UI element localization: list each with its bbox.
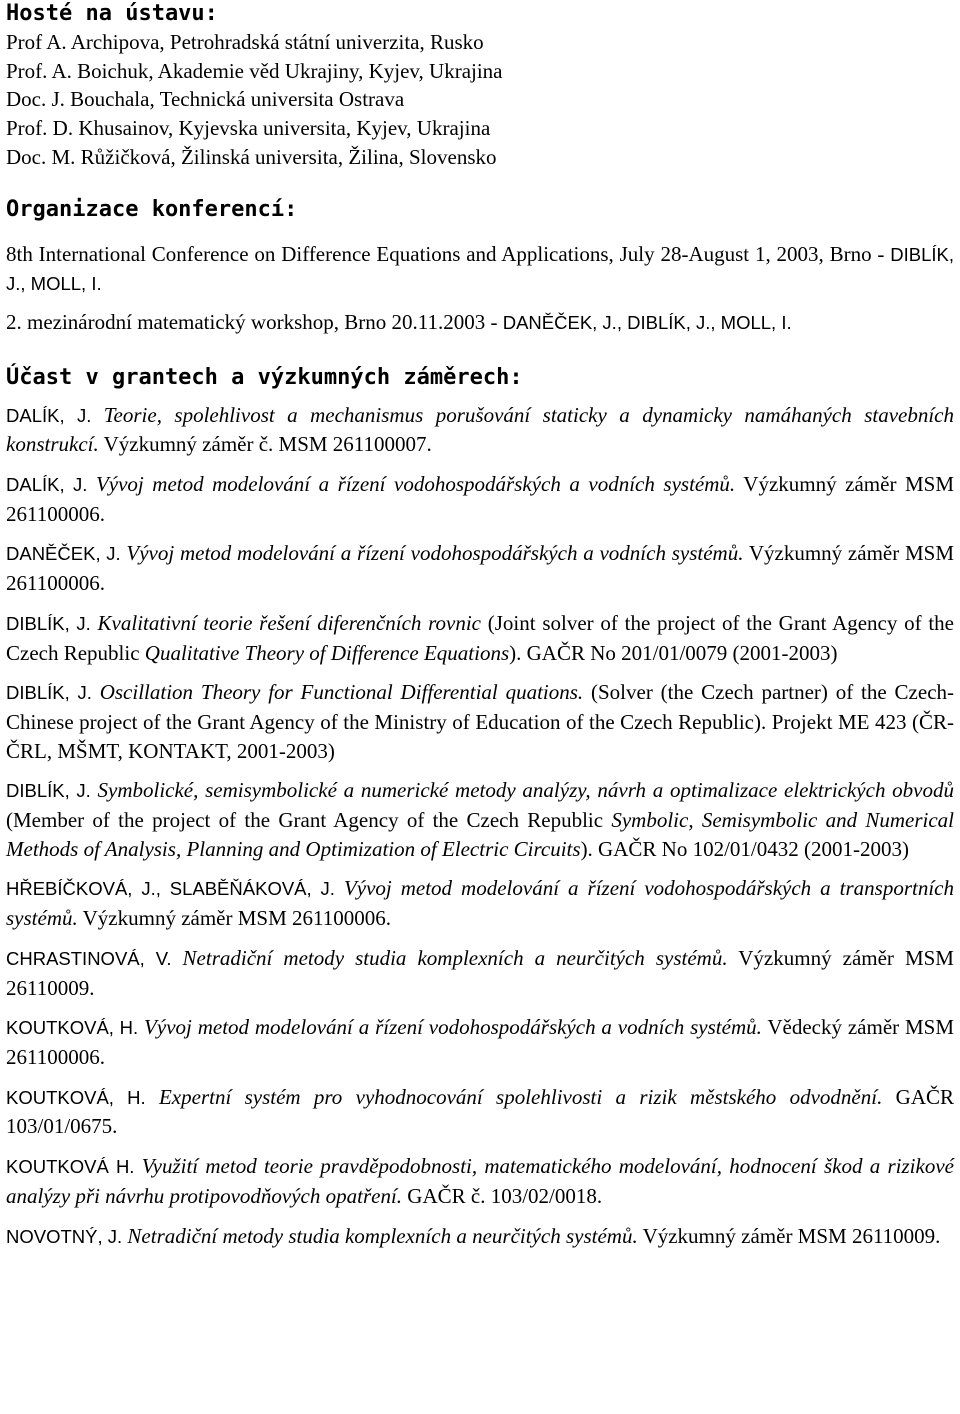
grant-entry: [6, 1013, 954, 1071]
grant-note: Výzkumný záměr MSM 261100006.: [6, 472, 955, 526]
grant-author: HŘEBÍČKOVÁ, J., SLABĚŇÁKOVÁ, J.: [6, 878, 335, 900]
grant-entry: [6, 776, 954, 863]
guest-item: Doc. M. Růžičková, Žilinská universita, Žilina, Slovensko: [6, 144, 497, 169]
conference-text: 8th International Conference on Difference Equations and Applications, July 28-August 1, 2003, Brno -: [6, 241, 891, 266]
grant-title: Vývoj metod modelování a řízení vodohospodářských a vodních systémů.: [126, 541, 744, 566]
grant-entry: [6, 1083, 954, 1141]
grant-title: Vývoj metod modelování a řízení vodohospodářských a vodních systémů.: [144, 1015, 762, 1040]
guest-item: Doc. J. Bouchala, Technická universita Ostrava: [6, 87, 405, 112]
grant-note: (Joint solver of the project of the Grant Agency of the Czech Republic: [6, 610, 955, 665]
guest-item: Prof A. Archipova, Petrohradská státní univerzita, Rusko: [6, 30, 484, 54]
grant-author: NOVOTNÝ, J.: [6, 1225, 123, 1247]
grant-title: Netradiční metody studia komplexních a neurčitých systémů.: [127, 1223, 638, 1248]
conference-text: 2. mezinárodní matematický workshop, Brno 20.11.2003 -: [6, 309, 503, 334]
grant-author: DIBLÍK, J.: [6, 612, 91, 634]
grant-author: DALÍK, J.: [6, 474, 88, 496]
grant-title: Symbolické, semisymbolické a numerické metody analýzy, návrh a optimalizace elektrických obvodů: [97, 778, 954, 803]
conference-authors: DIBLÍK, J., MOLL, I.: [6, 243, 954, 295]
grants-heading: Účast v grantech a výzkumných záměrech:: [6, 364, 523, 390]
grant-note: Výzkumný záměr č. MSM 261100007.: [98, 432, 432, 457]
grant-title-en: Qualitative Theory of Difference Equations: [144, 640, 510, 665]
conference-authors: DANĚČEK, J.: [502, 311, 617, 333]
grant-note: Výzkumný záměr MSM 26110009.: [6, 945, 954, 1000]
grant-note: Výzkumný záměr MSM 261100006.: [77, 906, 391, 931]
grant-title: Vývoj metod modelování a řízení vodohospodářských a transportních systémů.: [6, 876, 955, 931]
grant-title: Oscillation Theory for Functional Differential quations.: [99, 680, 584, 705]
grant-title: Teorie, spolehlivost a mechanismus porušování staticky a dynamicky namáhaných stavebních konstrukcí.: [6, 402, 954, 457]
grant-note: Vědecký záměr MSM 261100006.: [6, 1015, 955, 1069]
grant-title-en: Symbolic, Semisymbolic and Numerical Methods of Analysis, Planning and Optimization of Electric Circuits: [6, 808, 954, 861]
grant-entry: [6, 678, 954, 765]
grant-note: Výzkumný záměr MSM 26110009.: [637, 1223, 941, 1248]
grant-entry: [6, 1222, 954, 1252]
grant-author: KOUTKOVÁ, H.: [6, 1086, 146, 1108]
grant-entry: [6, 944, 954, 1002]
grant-author: KOUTKOVÁ H.: [6, 1156, 135, 1178]
grant-note: Výzkumný záměr MSM 261100006.: [6, 541, 954, 596]
grant-note: ). GAČR No 201/01/0079 (2001-2003): [509, 640, 838, 665]
conference-item: [6, 308, 954, 338]
grant-note: GAČR č. 103/02/0018.: [402, 1183, 603, 1208]
grant-entry: [6, 539, 954, 597]
guest-item: Prof. A. Boichuk, Akademie věd Ukrajiny, Kyjev, Ukrajina: [6, 58, 503, 83]
conference-authors-rest: , DIBLÍK, J., MOLL, I.: [616, 311, 792, 333]
grant-author: CHRASTINOVÁ, V.: [6, 947, 172, 969]
grant-title: Kvalitativní teorie řešení diferenčních rovnic: [97, 610, 481, 635]
grant-note: (Solver (the Czech partner) of the Czech-Chinese project of the Grant Agency of the Ministry of Education of the Czech Republic). Projekt ME 423 (ČR-ČRL, MŠMT, KONTAKT, 2001-2003): [6, 680, 955, 763]
guests-section: [6, 0, 954, 172]
grants-section: [6, 364, 954, 1252]
grant-entry: [6, 470, 954, 528]
conferences-heading: Organizace konferencí:: [6, 196, 298, 222]
grant-entry: [6, 401, 954, 459]
grant-title: Vývoj metod modelování a řízení vodohospodářských a vodních systémů.: [95, 472, 736, 497]
grant-author: DIBLÍK, J.: [6, 780, 91, 802]
grant-title: Expertní systém pro vyhodnocování spolehlivosti a rizik městského odvodnění.: [158, 1084, 883, 1109]
guest-item: Prof. D. Khusainov, Kyjevska universita, Kyjev, Ukrajina: [6, 116, 491, 141]
grant-title: Netradiční metody studia komplexních a neurčitých systémů.: [182, 945, 728, 970]
grant-entry: [6, 609, 954, 667]
grant-note: GAČR 103/01/0675.: [6, 1084, 955, 1139]
grant-note: (Member of the project of the Grant Agency of the Czech Republic: [6, 808, 612, 833]
grant-entry: [6, 1152, 954, 1210]
grant-note: ). GAČR No 102/01/0432 (2001-2003): [580, 836, 909, 861]
conference-item: [6, 240, 954, 299]
grant-title: Využití metod teorie pravděpodobnosti, matematického modelování, hodnocení škod a rizikové analýzy při návrhu protipovodňových opatření.: [6, 1154, 954, 1208]
grant-author: KOUTKOVÁ, H.: [6, 1017, 139, 1039]
grant-author: DANĚČEK, J.: [6, 543, 121, 565]
guests-heading: Hosté na ústavu:: [6, 1, 218, 26]
conferences-section: [6, 196, 954, 338]
grant-author: DIBLÍK, J.: [6, 682, 92, 704]
grant-author: DALÍK, J.: [6, 404, 92, 426]
grant-entry: [6, 874, 954, 932]
